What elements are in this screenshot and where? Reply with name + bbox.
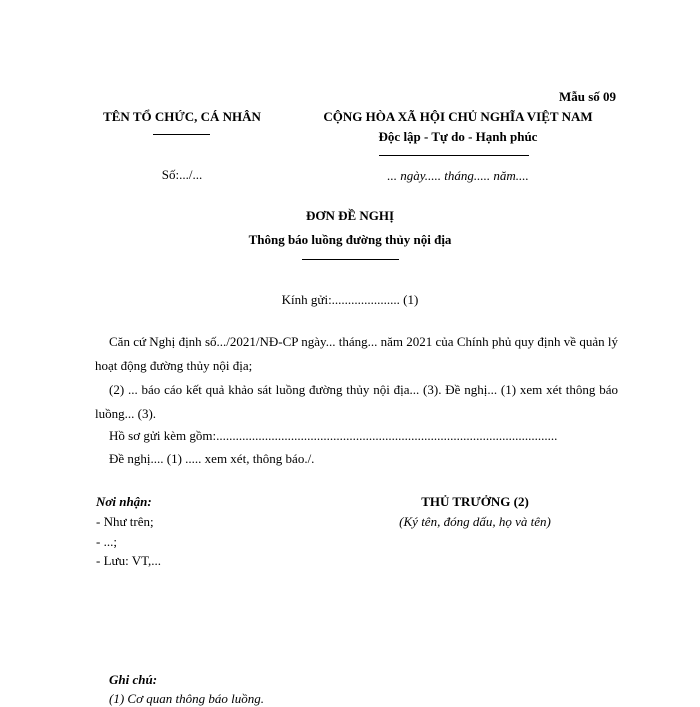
notes-label: Ghi chú: xyxy=(109,672,158,687)
paragraph-attachments: Hồ sơ gửi kèm gồm:......................................................................................................... xyxy=(109,428,558,443)
national-motto: Độc lập - Tự do - Hạnh phúc xyxy=(378,129,538,144)
recipient-item: - Lưu: VT,... xyxy=(96,553,162,568)
date-line: ... ngày..... tháng..... năm.... xyxy=(387,168,529,183)
motto-underline xyxy=(379,155,529,156)
recipient-item: - Như trên; xyxy=(96,514,154,529)
recipient-item: - ...; xyxy=(96,534,117,549)
org-underline xyxy=(153,134,210,135)
title-underline xyxy=(302,259,399,260)
paragraph-request: (2) ... báo cáo kết quả khảo sát luồng đường thủy nội địa... (3). Đề nghị... (1) xem xét thông báo luồng... (3). xyxy=(95,382,618,421)
note-item: (1) Cơ quan thông báo luồng. xyxy=(109,691,264,706)
paragraph-legal-basis: Căn cứ Nghị định số.../2021/NĐ-CP ngày... tháng... năm 2021 của Chính phủ quy định về quản lý hoạt động đường thủy nội địa; xyxy=(95,334,618,373)
nation-name: CỘNG HÒA XÃ HỘI CHỦ NGHĨA VIỆT NAM xyxy=(323,109,593,124)
signature-note: (Ký tên, đóng dấu, họ và tên) xyxy=(399,514,551,529)
signature-title: THỦ TRƯỞNG (2) xyxy=(421,494,529,509)
paragraph-closing: Đề nghị.... (1) ..... xem xét, thông báo./. xyxy=(109,451,315,466)
document-number: Số:.../... xyxy=(161,167,203,182)
document-subtitle: Thông báo luồng đường thủy nội địa xyxy=(248,232,452,247)
recipient-line: Kính gửi:..................... (1) xyxy=(281,292,419,307)
organization-name: TÊN TỔ CHỨC, CÁ NHÂN xyxy=(103,109,261,124)
document-title: ĐƠN ĐỀ NGHỊ xyxy=(305,208,395,223)
form-number: Mẫu số 09 xyxy=(558,89,616,104)
recipients-label: Nơi nhận: xyxy=(96,494,152,509)
